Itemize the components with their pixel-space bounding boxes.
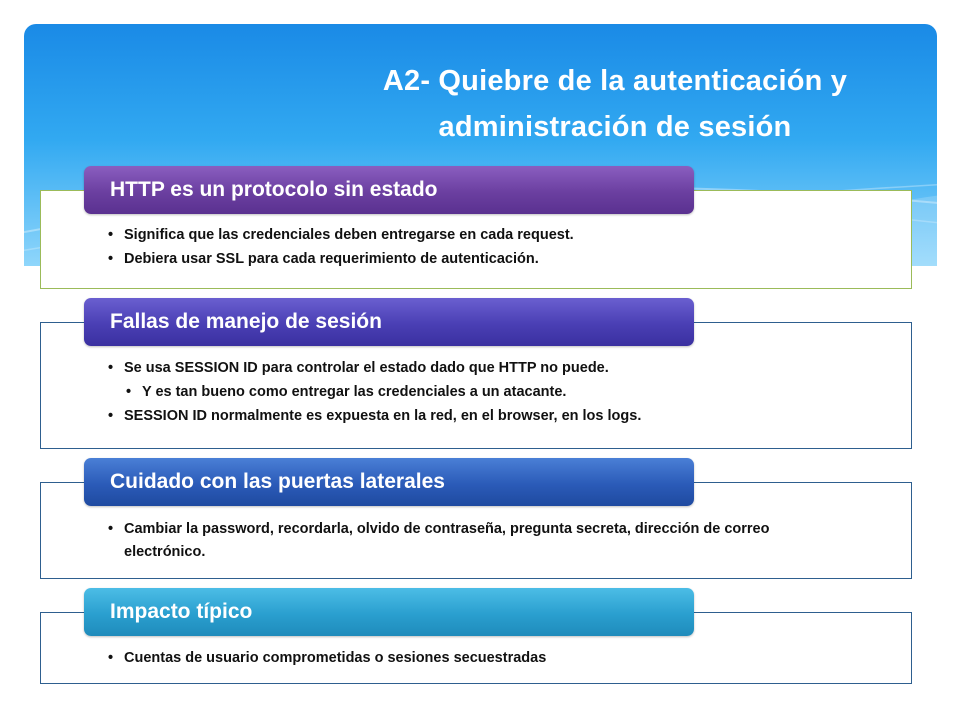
bullet-item: • Cambiar la password, recordarla, olvido de contraseña, pregunta secreta, dirección de correo electrónico. — [104, 518, 784, 564]
section-header-http-stateless: HTTP es un protocolo sin estado — [84, 166, 694, 214]
slide-title-line-1: A2- Quiebre de la autenticación y — [382, 65, 848, 97]
section-header-side-doors: Cuidado con las puertas laterales — [84, 458, 694, 506]
bullet-list-http-stateless — [104, 223, 894, 271]
section-header-session-management: Fallas de manejo de sesión — [84, 298, 694, 346]
bullet-list-session-management — [104, 356, 894, 428]
bullet-item: • Cuentas de usuario comprometidas o sesiones secuestradas — [104, 646, 894, 670]
bullet-list-typical-impact — [104, 646, 894, 670]
bullet-item: • Se usa SESSION ID para controlar el estado dado que HTTP no puede. — [104, 356, 894, 380]
slide-title-line-2: administración de sesión — [438, 111, 792, 143]
sub-bullet-item: • Y es tan bueno como entregar las credenciales a un atacante. — [122, 380, 894, 404]
bullet-list-side-doors — [104, 518, 784, 564]
bullet-item: • Significa que las credenciales deben entregarse en cada request. — [104, 223, 894, 247]
bullet-item: • Debiera usar SSL para cada requerimiento de autenticación. — [104, 247, 894, 271]
slide-title — [270, 58, 960, 150]
bullet-item: • SESSION ID normalmente es expuesta en la red, en el browser, en los logs. — [104, 404, 894, 428]
section-header-typical-impact: Impacto típico — [84, 588, 694, 636]
